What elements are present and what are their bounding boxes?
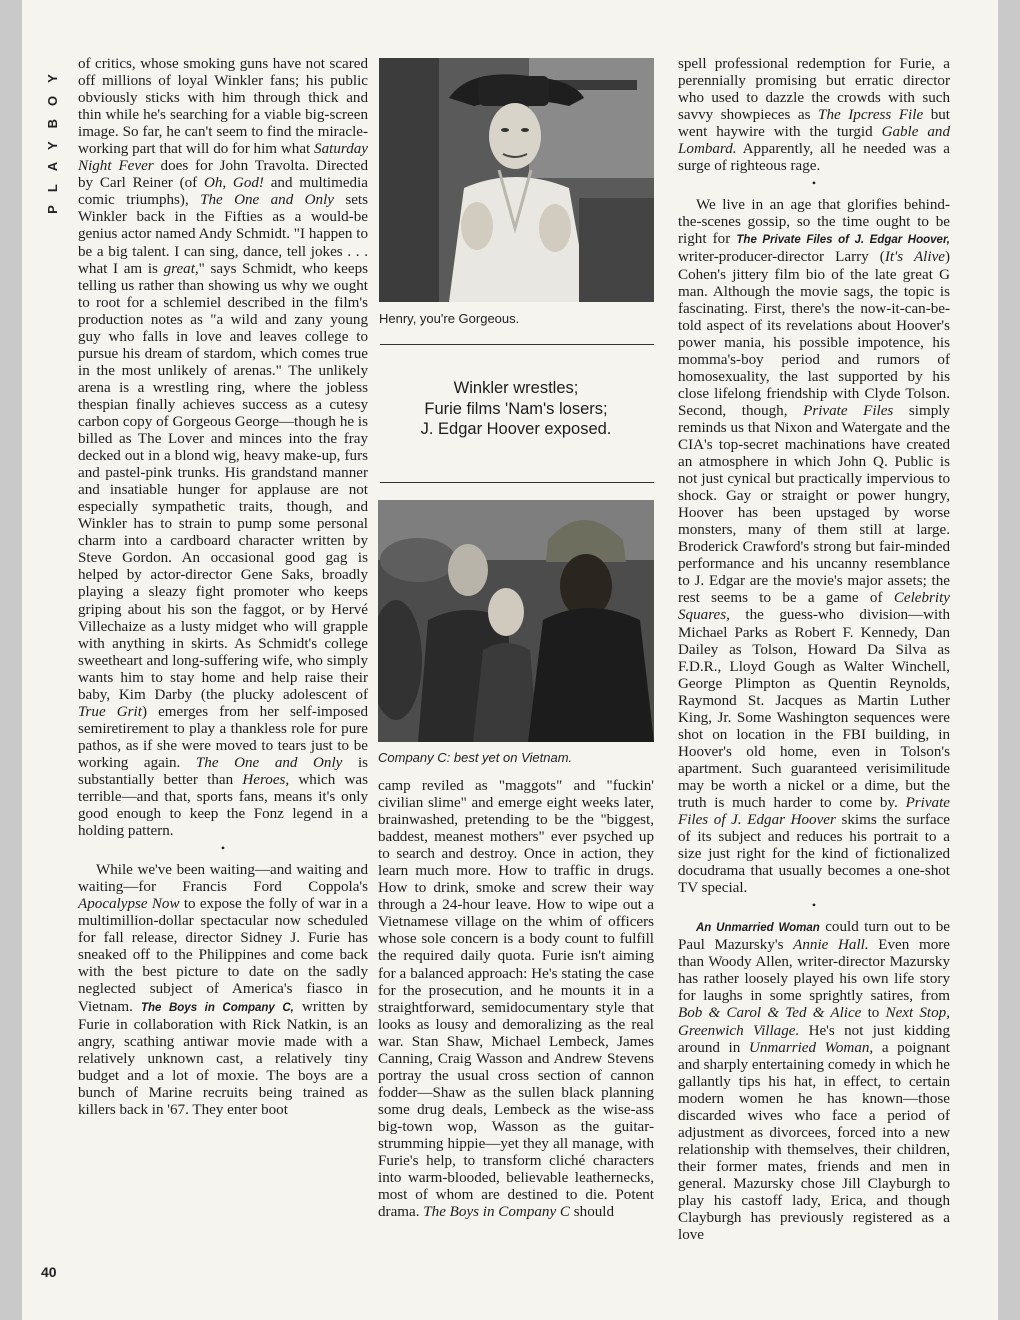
- col3-paragraph-2: We live in an age that glorifies behind-the-scenes gossip, so the time ought to be right for The Private Files of J. Edgar Hoover, writer-producer-director Larry (It's Alive) Cohen's jittery film bio of the late great G man. Although the movie sags, the topic is fascinating. First, there's the now-it-can-be-told aspect of its revelations about Hoover's power mania, his possible impotence, his momma's-boy period and rumors of homosexuality, the last supported by his close lifelong friendship with Clyde Tolson. Second, though, Private Files simply reminds us that Nixon and Watergate and the CIA's top-secret machinations have created an atmosphere in which John Q. Public is not just cynical but practically impervious to shock. Gay or straight or power hungry, Hoover has been upstaged by worse monsters, many of them still at large. Broderick Crawford's strong but fair-minded performance and his uncanny resemblance to J. Edgar are the movie's major assets; the rest seems to be a game of Celebrity Squares, the guess-who division—with Michael Parks as Robert F. Kennedy, Dan Dailey as Tolson, Howard Da Silva as F.D.R., Lloyd Gough as Walter Winchell, George Plimpton as Quentin Reynolds, Raymond St. Jacques as Martin Luther King, Jr. Some Washington sequences were shot on location in the FBI building, in Hoover's old home, even in Tolson's apartment. Such guaranteed verisimilitude may be worth a nickel or a dime, but the truth is much harder to come by. Private Files of J. Edgar Hoover skims the surface of its subject and reduces his portrait to a size just right for the kind of fictionalized docudrama that usually becomes a one-shot TV special.: [678, 197, 950, 897]
- col2-paragraph-1: camp reviled as "maggots" and "fuckin' civilian slime" and emerge eight weeks later, brainwashed, pretending to be the "biggest, baddest, meanest mothers" ever psyched up to search and destroy. Once in action, they learn much more. How to traffic in drugs. How to drink, smoke and screw their way through a 24-hour leave. How to wipe out a Vietnamese village on the whim of officers whose sole concern is a body count to fulfill the required daily quota. Furie isn't aiming for a balanced approach: He's stating the case for the prosecution, and he mounts it in a straightforward, semidocumentary style that looks as lousy and demoralizing as the real war. Stan Shaw, Michael Lembeck, James Canning, Craig Wasson and Andrew Stevens portray the usual cross section of cannon fodder—Shaw as the sullen black planning some drug deals, Lembeck as the wise-ass big-town wop, Wasson as the guitar-strumming hippie—yet they all manage, with Furie's help, to transform cliché characters into warm-blooded, believable leathernecks, most of whom are destined to die. Potent drama. The Boys in Company C should: [378, 778, 654, 1221]
- column-2: [378, 778, 654, 1221]
- magazine-name-rail: [26, 52, 78, 222]
- photo-caption-company-c: Company C: best yet on Vietnam.: [378, 750, 573, 765]
- section-bullet: •: [811, 898, 817, 913]
- col3-paragraph-3: An Unmarried Woman could turn out to be Paul Mazursky's Annie Hall. Even more than Woody Allen, writer-director Mazursky has rather loosely played his own life story for laughs in some sprightly satires, from Bob & Carol & Ted & Alice to Next Stop, Greenwich Village. He's not just kidding around in Unmarried Woman, a poignant and sharply entertaining comedy in which he gallantly tips his hat, in effect, to certain modern women he has known—those discarded wives who face a period of adjustment as divorcees, forced into a new relationship with themselves, their children, their former mates, friends and men in general. Mazursky chose Jill Clayburgh to play his castoff lady, Erica, and though Clayburgh has previously registered as a love: [678, 919, 950, 1244]
- magazine-page: [22, 0, 998, 1320]
- col1-paragraph-2: While we've been waiting—and waiting and waiting—for Francis Ford Coppola's Apocalypse Now to expose the folly of war in a multimillion-dollar spectacular now scheduled for fall release, director Sidney J. Furie has sneaked off to the Philippines and come back with the best picture to date on the sadly neglected subject of America's fiasco in Vietnam. The Boys in Company C, written by Furie in collaboration with Rick Natkin, is an angry, scathing antiwar movie made with a relatively unknown cast, a relatively tiny budget and a lot of moxie. The boys are a bunch of Marine recruits being trained as killers back in '67. They enter boot: [78, 862, 369, 1118]
- magazine-name: PLAYBOY: [44, 60, 60, 214]
- pull-quote-line-3: J. Edgar Hoover exposed.: [420, 420, 612, 438]
- col3-paragraph-1: spell professional redemption for Furie, a perennially promising but erratic director who used to dazzle the crowds with such savvy showpieces as The Ipcress File but went haywire with the turgid Gable and Lombard. Apparently, all he needed was a surge of righteous rage.: [678, 56, 951, 175]
- section-bullet: •: [220, 841, 226, 856]
- page-number: 40: [41, 1264, 57, 1280]
- pull-quote-rule-bottom: [380, 482, 654, 483]
- pull-quote-rule-top: [380, 344, 654, 345]
- pull-quote: [378, 378, 654, 440]
- col1-paragraph-1: of critics, whose smoking guns have not scared off millions of loyal Winkler fans; his public obviously sticks with him through thick and thin while he's searching for a viable big-screen image. So far, he can't seem to find the miracle-working part that will do for him what Saturday Night Fever does for John Travolta. Directed by Carl Reiner (of Oh, God! and multimedia comic triumphs), The One and Only sets Winkler back in the Fifties as a would-be genius actor named Andy Schmidt. "I happen to be a big talent. I can sing, dance, tell jokes . . . what I am is great," says Schmidt, who keeps telling us rather than showing us why we ought to root for a schlemiel described in the film's production notes as "a wild and zany young guy who falls in love and leaves college to pursue his dream of stardom, which comes true in the most unlikely of arenas." The unlikely arena is a wrestling ring, where the jobless thespian finally achieves success as a cutesy carbon copy of Gorgeous George—though he is billed as The Lover and minces into the fray decked out in a blond wig, heavy make-up, furs and pastel-pink trunks. His grandstand manner and insatiable hunger for applause are not especially sympathetic traits, though, and Winkler has to strain to pump some personal charm into a cardboard character written by Steve Gordon. An occasional good gag is helped by actor-director Gene Saks, broadly playing a sleazy fight promoter who keeps griping about his son the faggot, or by Hervé Villechaize as a lusty midget who will grapple with anything in skirts. As Schmidt's college sweetheart and long-suffering wife, who simply wants him to stay home and help raise their baby, Kim Darby (the plucky adolescent of True Grit) emerges from her self-imposed semiretirement to play a thankless role for pure pathos, as if she were moved to tears just to be working again. The One and Only is substantially better than Heroes, which was terrible—and that, sports fans, means it's only good enough to keep the Fonz legend in a holding pattern.: [78, 56, 369, 840]
- photo-caption-henry: Henry, you're Gorgeous.: [379, 311, 520, 326]
- pull-quote-line-2: Furie films 'Nam's losers;: [424, 399, 608, 418]
- column-1: [78, 56, 368, 1119]
- pull-quote-line-1: Winkler wrestles;: [453, 379, 579, 397]
- column-3: [678, 56, 950, 1244]
- photo-company-c: [378, 500, 654, 742]
- section-bullet: •: [811, 176, 817, 191]
- photo-henry-winkler: [379, 58, 654, 302]
